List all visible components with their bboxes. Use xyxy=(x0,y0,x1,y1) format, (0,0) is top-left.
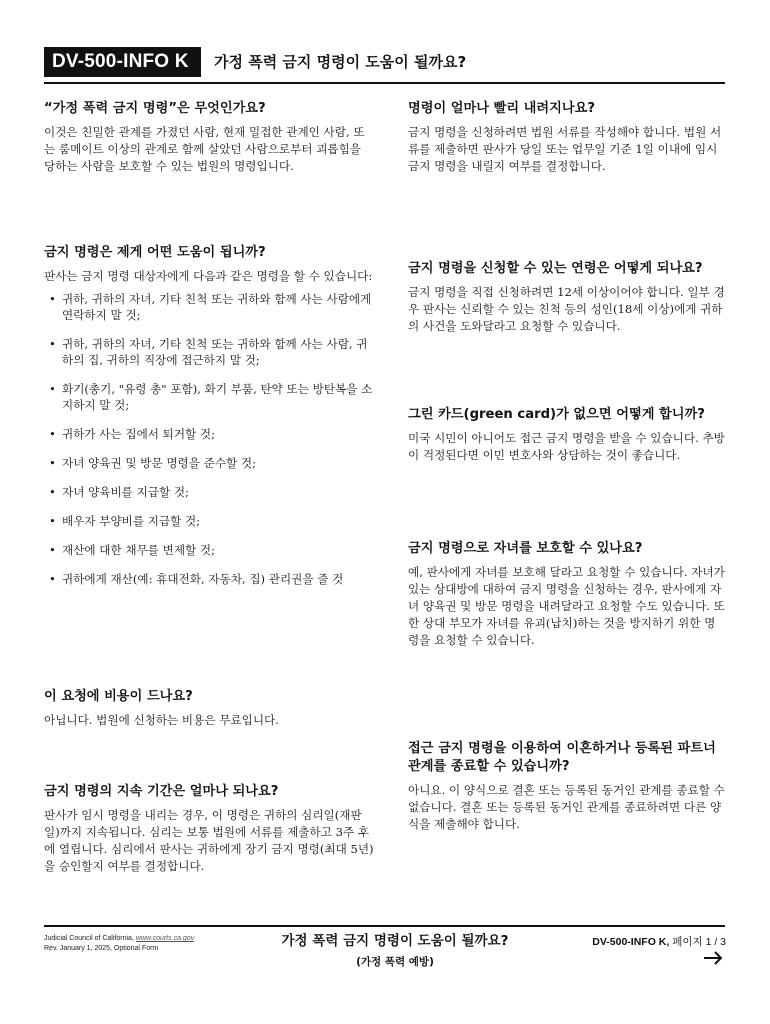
section-how-help xyxy=(44,244,374,600)
section-body: 아닙니다. 법원에 신청하는 비용은 무료입니다. xyxy=(44,713,279,727)
courts-link[interactable]: www.courts.ca.gov xyxy=(135,935,195,942)
council-name: Judicial Council of California, xyxy=(44,935,134,942)
footer-title-block xyxy=(250,931,540,971)
section-heading: 금지 명령의 지속 기간은 얼마나 되나요? xyxy=(44,784,279,799)
list-item: • 재산에 대한 채무를 변제할 것; xyxy=(49,543,216,557)
section-divorce xyxy=(408,740,726,833)
list-item: • 화기(총기, "유령 총" 포함), 화기 부품, 탄약 또는 방탄복을 소지하지 말 것; xyxy=(49,382,373,412)
section-body: 아니요. 이 양식으로 결혼 또는 등록된 동거인 관계를 종료할 수 없습니다. 결혼 또는 등록된 동거인 관계를 종료하려면 다른 양식을 제출해야 합니다. xyxy=(408,783,725,831)
list-item: • 귀하, 귀하의 자녀, 기타 친척 또는 귀하와 함께 사는 사람, 귀하의 집, 귀하의 직장에 접근하지 말 것; xyxy=(49,337,368,367)
list-item: • 자녀 양육비를 지급할 것; xyxy=(49,485,189,499)
section-duration xyxy=(44,783,374,875)
footer-subtitle: (가정 폭력 예방) xyxy=(356,956,434,968)
section-body: 금지 명령을 신청하려면 법원 서류를 작성해야 합니다. 법원 서류를 제출하면 판사가 당일 또는 업무일 기준 1일 이내에 임시 금지 명령을 내릴지 여부를 결정합니다. xyxy=(408,125,722,173)
footer-publisher xyxy=(44,934,194,954)
section-heading: 접근 금지 명령을 이용하여 이혼하거나 등록된 파트너 관계를 종료할 수 있습니까? xyxy=(408,741,716,774)
section-body: 예, 판사에게 자녀를 보호해 달라고 요청할 수 있습니다. 자녀가 있는 상대방에 대하여 금지 명령을 신청하는 경우, 판사에게 자녀 양육권 및 방문 명령을 내려달라고 요청할 수도 있습니다. 또한 상대 부모가 자녀를 유괴(납치)하는 것을 방지하기 위한 명령을 요청할 수 있습니다. xyxy=(408,565,725,647)
page-title: 가정 폭력 금지 명령이 도움이 될까요? xyxy=(214,53,467,71)
right-arrow-icon[interactable] xyxy=(702,948,724,970)
section-green-card xyxy=(408,406,726,464)
section-heading: 그린 카드(green card)가 없으면 어떻게 합니까? xyxy=(408,407,705,422)
list-item: • 귀하, 귀하의 자녀, 기타 친척 또는 귀하와 함께 사는 사람에게 연락하지 말 것; xyxy=(49,292,372,322)
list-item: • 귀하가 사는 집에서 퇴거할 것; xyxy=(49,427,216,441)
section-heading: 금지 명령을 신청할 수 있는 연령은 어떻게 되나요? xyxy=(408,261,703,276)
footer-page-info xyxy=(592,934,726,949)
section-heading: “가정 폭력 금지 명령”은 무엇인가요? xyxy=(44,101,266,116)
section-body: 미국 시민이 아니어도 접근 금지 명령을 받을 수 있습니다. 추방이 걱정된다면 이민 변호사와 상담하는 것이 좋습니다. xyxy=(408,431,725,462)
footer-title: 가정 폭력 금지 명령이 도움이 될까요? xyxy=(281,933,509,949)
order-list xyxy=(44,291,374,587)
form-id-badge: DV-500-INFO K xyxy=(44,47,201,77)
page-header xyxy=(44,43,725,81)
footer-divider xyxy=(44,925,725,927)
list-item: • 배우자 부양비를 지급할 것; xyxy=(49,514,201,528)
revision-note: Rev. January 1, 2025, Optional Form xyxy=(44,945,159,952)
section-intro: 판사는 금지 명령 대상자에게 다음과 같은 명령을 할 수 있습니다: xyxy=(44,269,373,283)
section-heading: 명령이 얼마나 빨리 내려지나요? xyxy=(408,101,596,116)
section-heading: 이 요청에 비용이 드나요? xyxy=(44,689,193,704)
list-item: • 귀하에게 재산(예: 휴대전화, 자동차, 집) 관리권을 줄 것 xyxy=(49,572,344,586)
section-cost xyxy=(44,688,374,729)
section-body: 이것은 친밀한 관계를 가졌던 사람, 현재 밀접한 관계인 사람, 또는 룸메이트 이상의 관계로 함께 살았던 사람으로부터 괴롭힘을 당하는 사람을 보호할 수 있는 법원의 명령입니다. xyxy=(44,125,365,173)
section-body: 판사가 임시 명령을 내리는 경우, 이 명령은 귀하의 심리일(재판일)까지 지속됩니다. 심리는 보통 법원에 서류를 제출하고 3주 후에 열립니다. 심리에서 판사는 귀하에게 장기 금지 명령(최대 5년)을 승인할지 여부를 결정합니다. xyxy=(44,808,374,873)
header-divider xyxy=(44,82,725,84)
section-heading: 금지 명령은 제게 어떤 도움이 됩니까? xyxy=(44,245,266,260)
section-body: 금지 명령을 직접 신청하려면 12세 이상이어야 합니다. 일부 경우 판사는 신뢰할 수 있는 친척 등의 성인(18세 이상)에게 귀하의 사건을 도와달라고 요청할 수 있습니다. xyxy=(408,285,725,333)
footer-form-ref: DV-500-INFO K, xyxy=(592,936,670,948)
section-speed xyxy=(408,100,726,175)
section-children xyxy=(408,540,726,649)
list-item: • 자녀 양육권 및 방문 명령을 준수할 것; xyxy=(49,456,257,470)
section-age xyxy=(408,260,726,335)
section-what-is-order xyxy=(44,100,374,175)
section-heading: 금지 명령으로 자녀를 보호할 수 있나요? xyxy=(408,541,643,556)
page-number: 페이지 1 / 3 xyxy=(672,936,726,948)
